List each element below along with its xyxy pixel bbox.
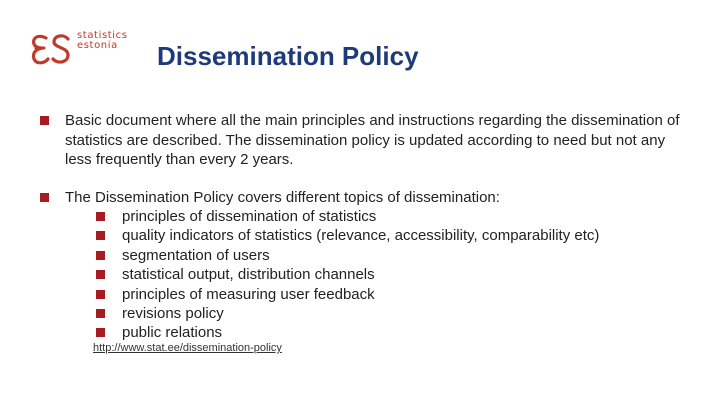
bullet-icon: [96, 212, 105, 221]
logo-wordmark: [77, 31, 128, 51]
topic-text: revisions policy: [122, 304, 224, 322]
logo-line-1: statistics: [77, 30, 128, 41]
bullet-icon: [40, 193, 49, 202]
logo-line-2: estonia: [77, 40, 118, 51]
topic-text: statistical output, distribution channels: [122, 266, 375, 284]
bullet-icon: [96, 251, 105, 260]
bullet-icon: [96, 290, 105, 299]
bullet-icon: [96, 231, 105, 240]
dissemination-policy-link[interactable]: http://www.stat.ee/dissemination-policy: [93, 342, 282, 354]
topic-text: segmentation of users: [122, 246, 270, 264]
bullet-icon: [40, 116, 49, 125]
bullet-icon: [96, 309, 105, 318]
intro-paragraph: Basic document where all the main principles and instructions regarding the dissemination of statistics are described. The dissemination policy is updated according to need but not any less frequently than every 2 years.: [65, 112, 680, 168]
bullet-icon: [96, 270, 105, 279]
bullet-icon: [96, 328, 105, 337]
topics-intro: The Dissemination Policy covers different topics of dissemination:: [65, 189, 500, 206]
topic-text: principles of dissemination of statistics: [122, 208, 377, 225]
topic-text: public relations: [122, 324, 223, 342]
page-title: Dissemination Policy: [157, 41, 419, 71]
topic-text: quality indicators of statistics (relevance, accessibility, comparability etc): [122, 227, 600, 245]
es-logo-icon: [30, 32, 72, 66]
topic-text: principles of measuring user feedback: [122, 285, 375, 303]
